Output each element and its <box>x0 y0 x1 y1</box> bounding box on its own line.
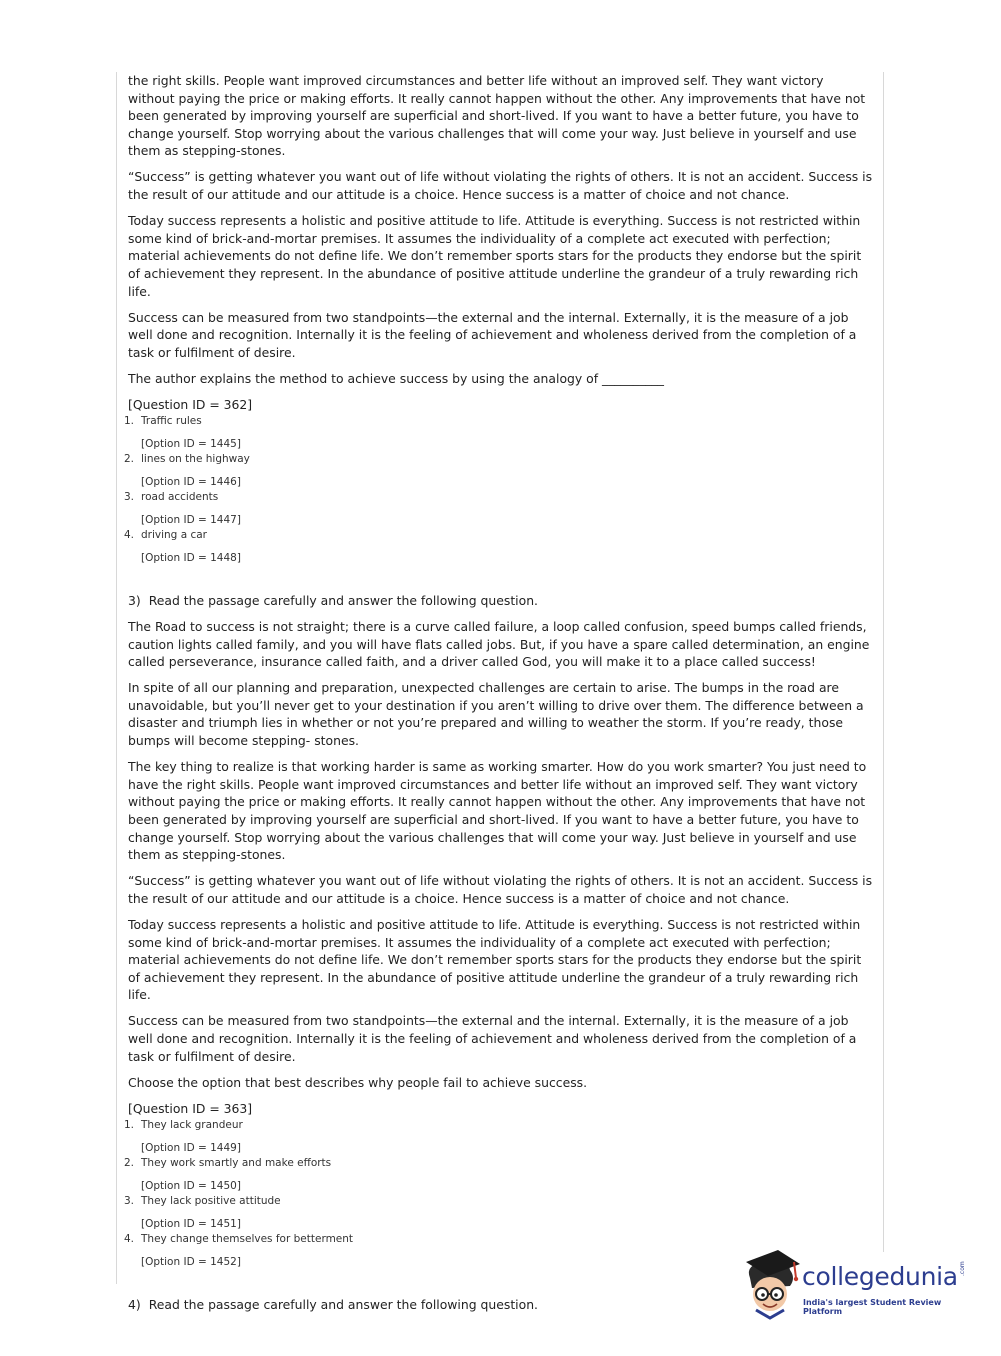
question-number: 3) <box>128 593 141 608</box>
option-text: They work smartly and make efforts <box>141 1156 332 1169</box>
option-list <box>124 414 869 566</box>
option-item[interactable] <box>124 452 869 490</box>
option-id: [Option ID = 1452] <box>141 1255 241 1268</box>
option-text: Traffic rules <box>141 415 202 427</box>
question-prompt: The author explains the method to achieve success by using the analogy of __________ <box>128 370 664 386</box>
option-id: [Option ID = 1449] <box>141 1141 241 1154</box>
passage-paragraph: “Success” is getting whatever you want out of life without violating the rights of others. It is not an accident. Success is the result of our attitude and our attitude is a choice. Hence success is a matter of choice and not chance. <box>128 169 873 203</box>
option-text: They lack grandeur <box>141 1118 243 1131</box>
option-list <box>124 1118 869 1270</box>
passage-paragraph: Today success represents a holistic and positive attitude to life. Attitude is everything. Success is not restricted within some kind of brick-and-mortar premises. It assumes the individuality of a complete act executed with perfection; material achievements do not define life. We don’t remember sports stars for the products they endorse but the spirit of achievement they represent. In the abundance of positive attitude underline the grandeur of a truly rewarding rich life. <box>128 213 862 299</box>
passage-paragraph: Success can be measured from two standpoints—the external and the internal. Externally, it is the measure of a job well done and recognition. Internally it is the feeling of achievement and wholeness derived from the completion of a task or fulfilment of desire. <box>128 1013 857 1064</box>
logo-wordmark: collegedunia <box>802 1262 958 1291</box>
left-margin-rule <box>116 72 117 1284</box>
logo-domain-suffix: .com <box>959 1261 966 1276</box>
option-id: [Option ID = 1447] <box>141 514 241 526</box>
option-text: road accidents <box>141 491 219 503</box>
option-item[interactable] <box>124 1118 869 1156</box>
student-mascot-icon <box>742 1248 802 1320</box>
option-id: [Option ID = 1446] <box>141 476 241 488</box>
passage-paragraph: The key thing to realize is that working harder is same as working smarter. How do you work smarter? You just need to have the right skills. People want improved circumstances and better life without an improved self. They want victory without paying the price or making efforts. It really cannot happen without the other. Any improvements that have not been generated by improving yourself are superficial and short-lived. If you want to have a better future, you have to change yourself. Stop worrying about the various challenges that will come your way. Just believe in yourself and use them as stepping-stones. <box>128 759 867 863</box>
option-number: 4. <box>124 1232 135 1245</box>
option-number: 2. <box>124 1156 135 1169</box>
logo-tagline: India's largest Student Review Platform <box>803 1298 942 1316</box>
option-item[interactable] <box>124 528 869 566</box>
option-item[interactable] <box>124 1194 869 1232</box>
option-item[interactable] <box>124 490 869 528</box>
option-id: [Option ID = 1450] <box>141 1179 241 1192</box>
option-number: 1. <box>124 415 135 427</box>
question-id: [Question ID = 362] <box>128 397 253 412</box>
passage-paragraph: In spite of all our planning and preparation, unexpected challenges are certain to arise. The bumps in the road are unavoidable, but you’ll never get to your destination if you aren’t willing to drive over them. The difference between a disaster and triumph lies in whether or not you’re prepared and willing to weather the storm. If you’re ready, those bumps will become stepping- stones. <box>128 680 864 749</box>
option-item[interactable] <box>124 414 869 452</box>
question-instruction: Read the passage carefully and answer the following question. <box>148 1296 539 1312</box>
passage-paragraph: “Success” is getting whatever you want out of life without violating the rights of others. It is not an accident. Success is the result of our attitude and our attitude is a choice. Hence success is a matter of choice and not chance. <box>128 873 873 906</box>
option-id: [Option ID = 1451] <box>141 1217 241 1230</box>
question-number: 4) <box>128 1296 141 1312</box>
question-instruction: Read the passage carefully and answer the following question. <box>148 593 539 608</box>
option-text: They change themselves for betterment <box>141 1232 354 1245</box>
passage-paragraph: the right skills. People want improved circumstances and better life without an improved self. They want victory without paying the price or making efforts. It really cannot happen without the other. Any improvements that have not been generated by improving yourself are superficial and short-lived. If you want to have a better future, you have to change yourself. Stop worrying about the various challenges that will come your way. Just believe in yourself and use them as stepping-stones. <box>128 73 866 159</box>
option-number: 1. <box>124 1118 135 1131</box>
passage-paragraph: Success can be measured from two standpoints—the external and the internal. Externally, it is the measure of a job well done and recognition. Internally it is the feeling of achievement and wholeness derived from the completion of a task or fulfilment of desire. <box>128 309 857 360</box>
question-id: [Question ID = 363] <box>128 1100 253 1116</box>
question-prompt: Choose the option that best describes why people fail to achieve success. <box>128 1074 588 1090</box>
option-id: [Option ID = 1448] <box>141 552 241 564</box>
option-number: 3. <box>124 1194 135 1207</box>
option-number: 4. <box>124 529 135 541</box>
option-item[interactable] <box>124 1156 869 1194</box>
option-text: They lack positive attitude <box>141 1194 281 1207</box>
option-number: 3. <box>124 491 135 503</box>
passage-paragraph: Today success represents a holistic and positive attitude to life. Attitude is everything. Success is not restricted within some kind of brick-and-mortar premises. It assumes the individuality of a complete act executed with perfection; material achievements do not define life. We don’t remember sports stars for the products they endorse but the spirit of achievement they represent. In the abundance of positive attitude underline the grandeur of a truly rewarding rich life. <box>128 916 862 1003</box>
option-id: [Option ID = 1445] <box>141 438 241 450</box>
question-heading <box>128 592 873 610</box>
right-margin-rule <box>883 72 884 1252</box>
option-number: 2. <box>124 453 135 465</box>
passage-paragraph: The Road to success is not straight; there is a curve called failure, a loop called confusion, speed bumps called friends, caution lights called family, and you will have flats called jobs. But, if you have a spare called determination, an engine called perseverance, insurance called faith, and a driver called God, you will make it to a place called success! <box>128 619 870 670</box>
option-text: lines on the highway <box>141 453 250 465</box>
document-body <box>124 72 873 1322</box>
option-text: driving a car <box>141 529 207 541</box>
collegedunia-logo[interactable] <box>742 1248 972 1320</box>
